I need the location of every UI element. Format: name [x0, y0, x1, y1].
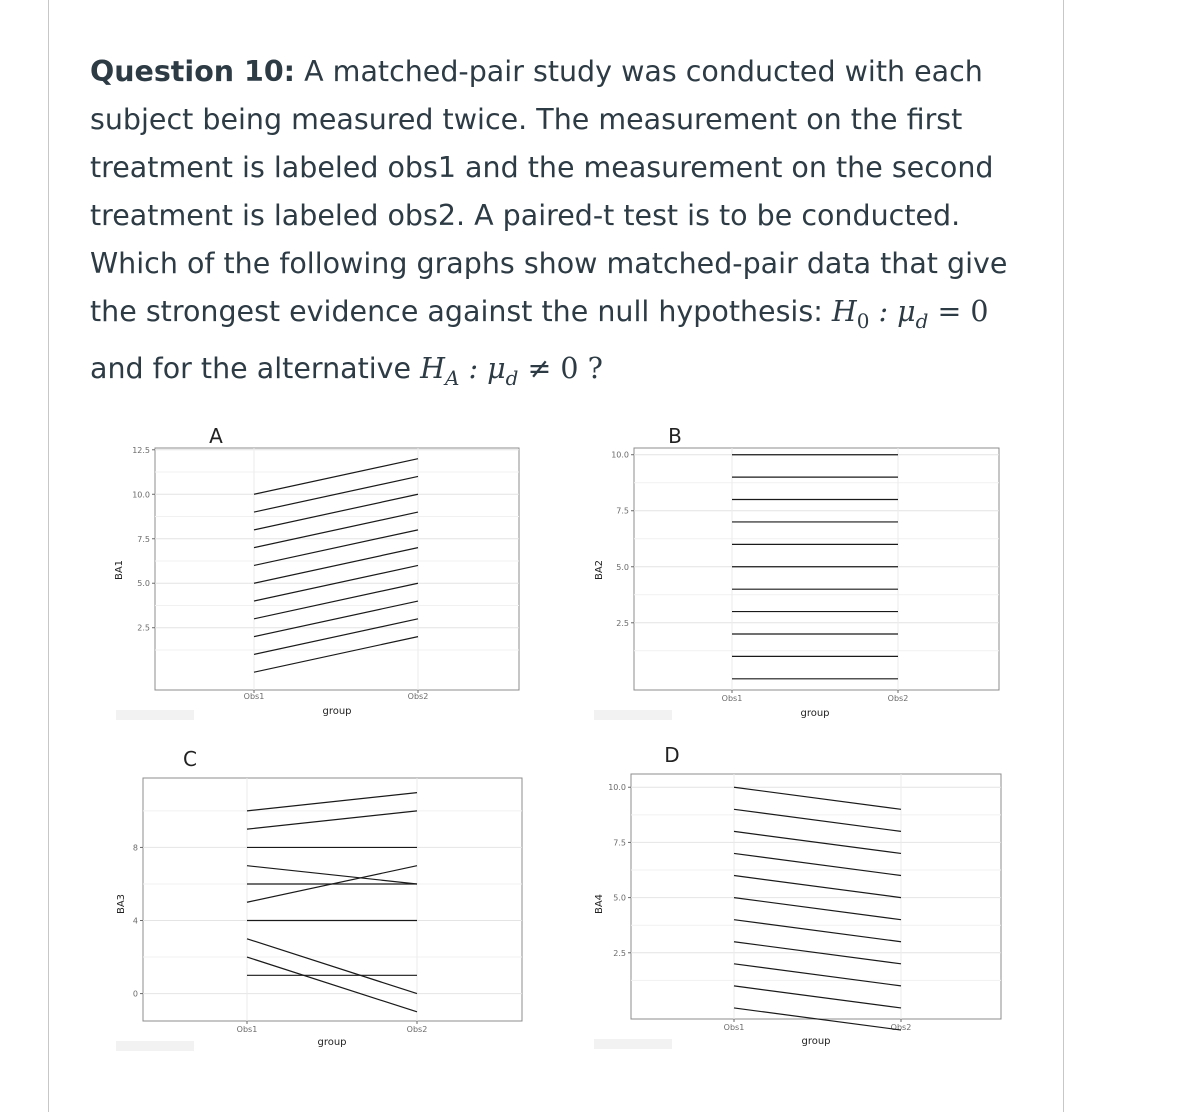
alternative-connector: and for the alternative	[90, 351, 421, 385]
graph-letter: B	[668, 424, 682, 448]
y-tick-label: 10.0	[132, 490, 150, 500]
alternative-line	[90, 345, 1020, 402]
x-tick-label: Obs2	[887, 694, 909, 703]
shadow-band	[594, 1039, 672, 1049]
question-body: A matched-pair study was conducted with each subject being measured twice. The measurement on the first treatment is labeled obs1 and the measurement on the second treatment is labeled obs2. A paired-t test is to be conducted. Which of the following graphs show matched-pair data that give the strongest evidence against the null hypothesis:	[90, 55, 1008, 328]
y-tick-label: 7.5	[137, 534, 150, 544]
x-tick-label: Obs1	[721, 694, 743, 703]
graph-svg	[590, 743, 1010, 1056]
y-tick-label: 2.5	[613, 948, 626, 958]
y-tick-label: 8	[132, 843, 138, 853]
y-axis-title: BA2	[594, 559, 605, 581]
plot-frame	[631, 774, 1001, 1019]
x-axis-title: group	[322, 706, 352, 717]
y-tick-label: 0	[132, 989, 138, 999]
question-label: Question 10:	[90, 55, 296, 88]
question-paragraph	[90, 48, 1020, 345]
y-axis-title: BA4	[594, 893, 605, 915]
graph-letter: C	[183, 747, 197, 771]
shadow-band	[116, 710, 194, 720]
x-tick-label: Obs2	[406, 1025, 428, 1034]
graph-svg	[112, 746, 532, 1056]
x-tick-label: Obs2	[407, 692, 429, 701]
x-axis-title: group	[800, 708, 830, 719]
x-tick-label: Obs1	[236, 1025, 258, 1034]
x-tick-label: Obs2	[890, 1023, 912, 1032]
null-hypothesis: $H_0$ : $\mu_d = 0$	[831, 295, 989, 333]
shadow-band	[116, 1041, 194, 1051]
y-tick-label: 7.5	[613, 838, 626, 848]
y-tick-label: 12.5	[132, 445, 150, 455]
graph-a	[112, 418, 532, 728]
graph-c	[112, 746, 532, 1056]
y-tick-label: 5.0	[137, 579, 150, 589]
x-axis-title: group	[317, 1037, 347, 1048]
x-tick-label: Obs1	[243, 692, 265, 701]
y-tick-label: 7.5	[616, 506, 629, 516]
y-axis-title: BA3	[116, 893, 127, 915]
y-tick-label: 10.0	[611, 450, 629, 460]
graph-letter: D	[664, 743, 680, 767]
x-tick-label: Obs1	[723, 1023, 745, 1032]
y-tick-label: 5.0	[613, 893, 626, 903]
shadow-band	[594, 710, 672, 720]
y-axis-title: BA1	[114, 559, 125, 581]
graph-letter: A	[209, 424, 223, 448]
plot-frame	[634, 448, 999, 690]
y-tick-label: 5.0	[616, 562, 629, 572]
y-tick-label: 10.0	[608, 783, 626, 793]
graph-svg	[112, 418, 532, 728]
graph-svg	[590, 418, 1010, 728]
question-text	[90, 48, 1020, 402]
graph-d	[590, 743, 1010, 1056]
y-tick-label: 2.5	[616, 618, 629, 628]
y-tick-label: 4	[132, 916, 138, 926]
x-axis-title: group	[801, 1036, 831, 1047]
alternative-hypothesis: $H_A$ : $\mu_d \ne 0$ ?	[420, 351, 603, 390]
graph-b	[590, 418, 1010, 728]
y-tick-label: 2.5	[137, 623, 150, 633]
